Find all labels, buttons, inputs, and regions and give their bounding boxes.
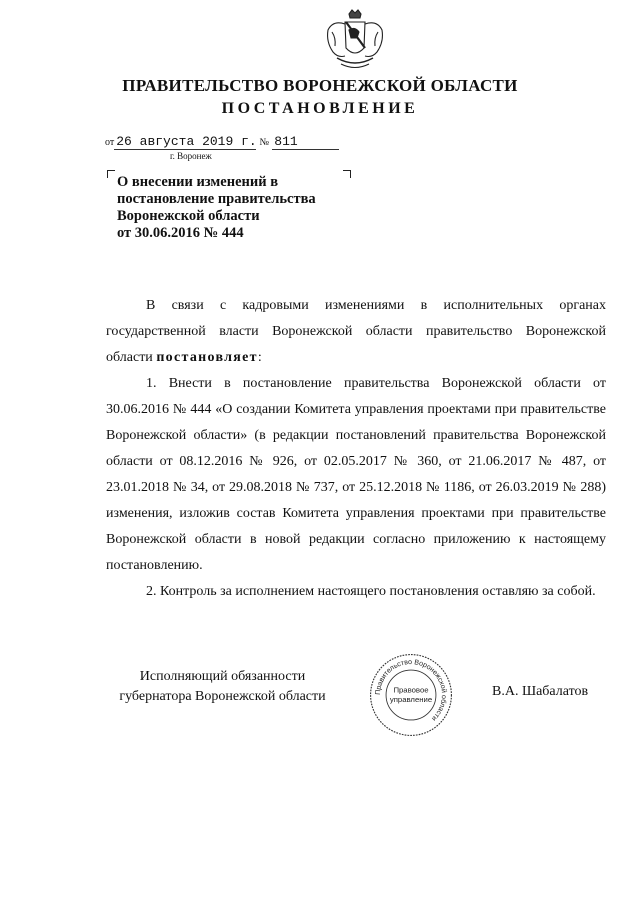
signatory-title (105, 667, 340, 707)
city-label: г. Воронеж (170, 151, 212, 161)
official-stamp (368, 652, 454, 738)
document-type: ПОСТАНОВЛЕНИЕ (221, 100, 419, 117)
signatory-title-line: губернатора Воронежской области (119, 689, 326, 704)
coat-of-arms-icon (323, 8, 387, 74)
preamble-text: В связи с кадровыми изменениями в исполнительных органах государственной власти Воронежской области правительство Воронежской области (106, 298, 606, 365)
document-body (106, 293, 606, 605)
subject-line: от 30.06.2016 № 444 (117, 225, 244, 241)
subject-line: О внесении изменений в (117, 174, 279, 190)
stamp-ring-text: Правительство Воронежской области (374, 658, 448, 722)
document-number: 811 (272, 134, 339, 150)
subject-line: постановление правительства (117, 191, 316, 207)
date-prefix: от (105, 137, 115, 148)
preamble-paragraph (106, 293, 606, 371)
signatory-title-line: Исполняющий обязанности (139, 669, 306, 684)
stamp-center-line: управление (389, 694, 433, 704)
document-date: 26 августа 2019 г. (116, 134, 257, 149)
organization-name: ПРАВИТЕЛЬСТВО ВОРОНЕЖСКОЙ ОБЛАСТИ (122, 76, 518, 95)
signatory-name: В.А. Шабалатов (492, 684, 589, 699)
document-subject (117, 174, 357, 242)
subject-corner-left (107, 170, 115, 178)
stamp-center-line: Правовое (393, 685, 429, 695)
resolves-word: постановляет (156, 350, 258, 365)
number-prefix: № (259, 137, 270, 148)
subject-line: Воронежской области (117, 208, 260, 224)
date-number-line (105, 133, 339, 150)
item-2-paragraph: 2. Контроль за исполнением настоящего постановления оставляю за собой. (146, 584, 596, 599)
colon: : (257, 350, 262, 365)
item-1-paragraph: 1. Внести в постановление правительства Воронежской области от 30.06.2016 № 444 «О создании Комитета управления проектами при правительстве Воронежской области» (в редакции постановлений правительства Воронежской области от 08.12.2016 № 926, от 02.05.2017 № 360, от 21.06.2017 № 487, от 23.01.2018 № 34, от 29.08.2018 № 737, от 25.12.2018 № 1186, от 26.03.2019 № 288) изменения, изложив состав Комитета управления проектами при правительстве Воронежской области в новой редакции согласно приложению к настоящему постановлению. (106, 376, 606, 573)
